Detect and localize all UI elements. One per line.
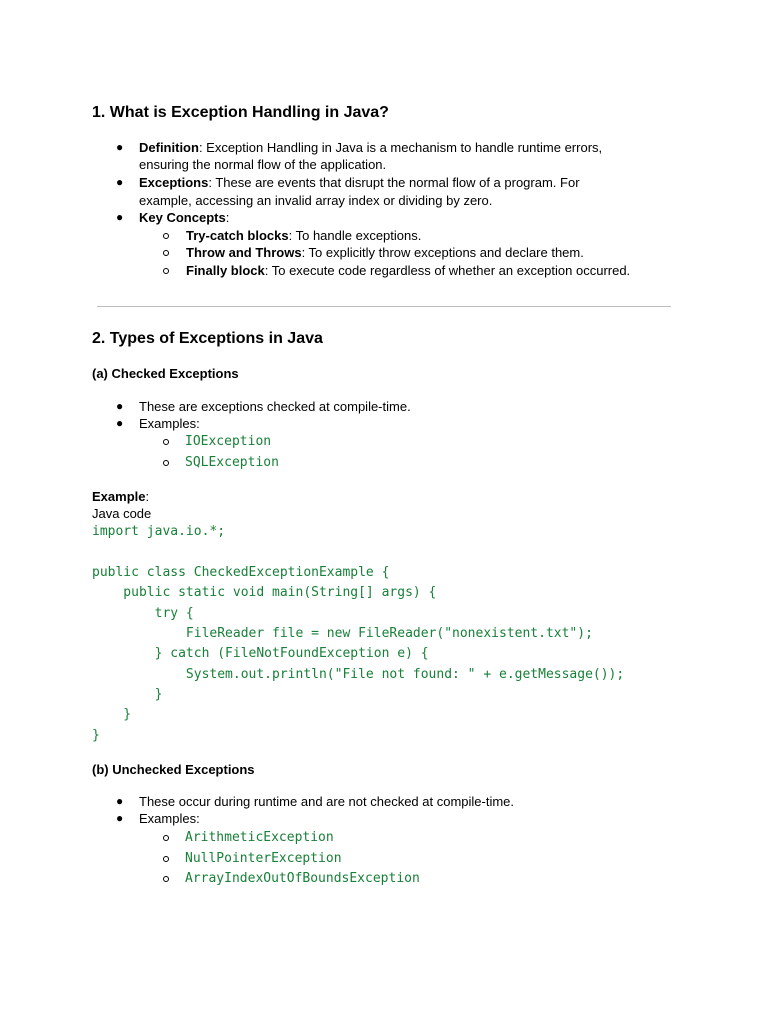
checked-bullet-2: Examples: — [139, 416, 200, 431]
sub-bullet-circle — [163, 233, 169, 239]
sub-bullet-circle — [163, 876, 169, 882]
unchecked-bullet-2: Examples: — [139, 811, 200, 826]
sub-bullet-circle — [163, 250, 169, 256]
bullet-dot: ● — [116, 175, 124, 189]
unchecked-bullet-1: These occur during runtime and are not checked at compile-time. — [139, 794, 515, 809]
code-line: import java.io.*; — [92, 524, 226, 539]
sub-bullet-circle — [163, 856, 169, 862]
bullet-dot: ● — [116, 811, 124, 825]
sub-bullet-circle — [163, 268, 169, 274]
code-line: } — [92, 728, 100, 743]
exceptions-term: Exceptions — [139, 175, 209, 190]
sub-item-finally: Finally block: To execute code regardless of whether an exception occurred. — [186, 263, 631, 278]
code-line: } — [92, 687, 163, 702]
checked-exceptions-heading: (a) Checked Exceptions — [92, 366, 239, 381]
code-line: try { — [92, 606, 194, 621]
code-line: System.out.println("File not found: " + e.getMessage()); — [92, 667, 625, 682]
code-line: FileReader file = new FileReader("nonexistent.txt"); — [92, 626, 593, 641]
horizontal-divider — [97, 306, 671, 307]
section-2-heading: 2. Types of Exceptions in Java — [92, 330, 323, 347]
sub-bullet-circle — [163, 439, 169, 445]
definition-line-1 — [139, 139, 602, 156]
definition-term: Definition — [139, 140, 199, 155]
exceptions-line-1 — [139, 174, 580, 191]
bullet-dot: ● — [116, 399, 124, 413]
sub-bullet-circle — [163, 460, 169, 466]
definition-line-2: ensuring the normal flow of the application. — [139, 157, 387, 172]
bullet-dot: ● — [116, 210, 124, 224]
definition-text: : Exception Handling in Java is a mechanism to handle runtime errors, — [198, 140, 603, 155]
example-arrayindex: ArrayIndexOutOfBoundsException — [185, 871, 420, 886]
key-concepts-term: Key Concepts — [139, 210, 226, 225]
code-line: } — [92, 707, 132, 722]
exceptions-text: : These are events that disrupt the normal flow of a program. For — [208, 175, 580, 190]
checked-bullet-1: These are exceptions checked at compile-time. — [139, 399, 411, 414]
code-line: public class CheckedExceptionExample { — [92, 565, 390, 580]
key-concepts-line: Key Concepts: — [139, 210, 230, 225]
example-arithmetic: ArithmeticException — [185, 830, 334, 845]
code-line: public static void main(String[] args) { — [92, 585, 437, 600]
java-code-label: Java code — [92, 506, 152, 521]
unchecked-exceptions-heading: (b) Unchecked Exceptions — [92, 762, 255, 777]
example-sqlexception: SQLException — [185, 455, 279, 470]
example-nullpointer: NullPointerException — [185, 851, 342, 866]
sub-item-throw: Throw and Throws: To explicitly throw exceptions and declare them. — [186, 245, 584, 260]
exceptions-line-2: example, accessing an invalid array index or dividing by zero. — [139, 193, 493, 208]
sub-item-try-catch: Try-catch blocks: To handle exceptions. — [186, 228, 422, 243]
code-line: } catch (FileNotFoundException e) { — [92, 646, 429, 661]
example-ioexception: IOException — [185, 434, 272, 449]
sub-bullet-circle — [163, 835, 169, 841]
example-label: Example: — [92, 489, 150, 504]
section-1-heading: 1. What is Exception Handling in Java? — [92, 104, 389, 121]
bullet-dot: ● — [116, 416, 124, 430]
bullet-dot: ● — [116, 140, 124, 154]
bullet-dot: ● — [116, 794, 124, 808]
